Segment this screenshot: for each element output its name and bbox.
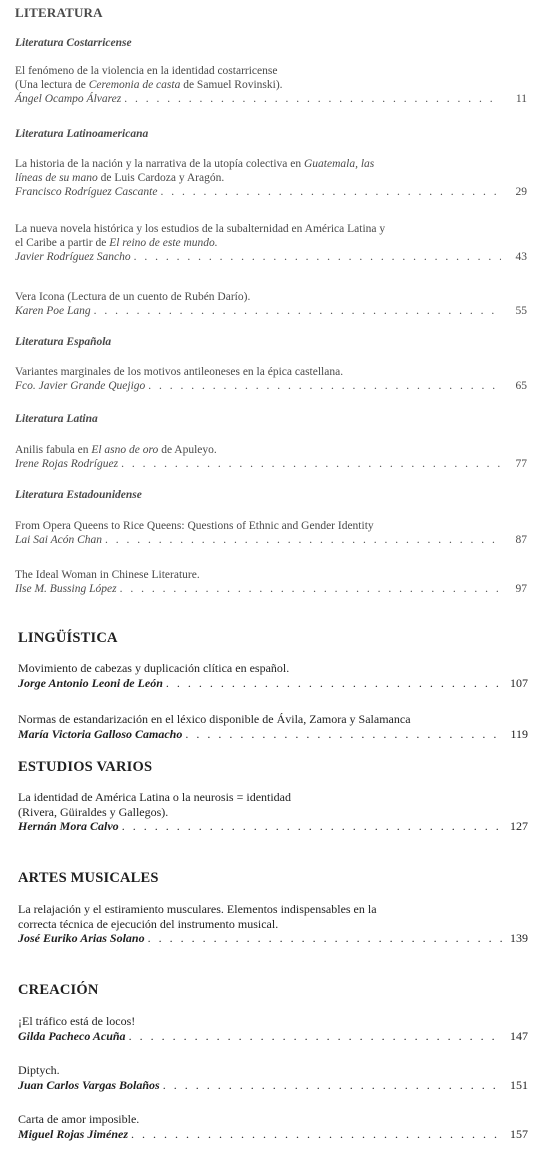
section-heading-artes-musicales: ARTES MUSICALES (18, 870, 159, 886)
entry-author: María Victoria Galloso Camacho (18, 726, 183, 741)
leader-dots (182, 727, 502, 742)
entry-title: (Una lectura de Ceremonia de casta de Samuel Rovinski). (15, 79, 283, 91)
leader-dots (160, 1078, 502, 1093)
entry-title: Normas de estandarización en el léxico disponible de Ávila, Zamora y Salamanca (18, 712, 411, 726)
page-number: 119 (510, 726, 528, 741)
entry-title: Diptych. (18, 1063, 60, 1077)
entry-author: Ilse M. Bussing López (15, 583, 117, 595)
toc-entry[interactable] (18, 712, 528, 741)
entry-title: From Opera Queens to Rice Queens: Questions of Ethnic and Gender Identity (15, 520, 374, 532)
entry-title: La nueva novela histórica y los estudios de la subalternidad en América Latina y (15, 223, 386, 235)
leader-dots (157, 185, 501, 199)
toc-entry[interactable] (15, 519, 527, 547)
entry-author: Ángel Ocampo Álvarez (15, 93, 122, 105)
leader-dots (126, 1029, 502, 1044)
entry-author: Gilda Pacheco Acuña (18, 1028, 126, 1043)
page-number: 97 (515, 583, 527, 595)
toc-entry[interactable] (15, 64, 527, 106)
entry-author: Fco. Javier Grande Quejigo (15, 380, 146, 392)
section-heading-literatura: LITERATURA (15, 5, 103, 20)
page-number: 43 (515, 251, 527, 263)
entry-author: Javier Rodríguez Sancho (15, 251, 131, 263)
toc-entry[interactable] (18, 1014, 528, 1043)
leader-dots (91, 304, 501, 318)
toc-entry[interactable] (15, 443, 527, 471)
section-heading-linguistica: LINGÜÍSTICA (18, 630, 118, 646)
page-number: 157 (510, 1126, 528, 1141)
subheading-literatura-costarricense: Literatura Costarricense (15, 37, 132, 49)
entry-title: La historia de la nación y la narrativa de la utopía colectiva en Guatemala, las (15, 158, 375, 170)
leader-dots (119, 819, 502, 834)
entry-title: Anilis fabula en El asno de oro de Apuleyo. (15, 444, 217, 456)
toc-entry[interactable] (15, 568, 527, 596)
toc-entry[interactable] (18, 1112, 528, 1141)
toc-entry[interactable] (18, 790, 528, 834)
entry-title: The Ideal Woman in Chinese Literature. (15, 569, 200, 581)
page-number: 87 (515, 534, 527, 546)
entry-title: El fenómeno de la violencia en la identidad costarricense (15, 65, 278, 77)
entry-author: Juan Carlos Vargas Bolaños (18, 1077, 160, 1092)
leader-dots (102, 533, 501, 547)
subheading-literatura-latina: Literatura Latina (15, 413, 98, 425)
entry-author: Irene Rojas Rodríguez (15, 458, 119, 470)
leader-dots (131, 250, 501, 264)
toc-entry[interactable] (15, 222, 527, 264)
toc-entry[interactable] (15, 157, 527, 199)
entry-title: La identidad de América Latina o la neurosis = identidad (18, 790, 292, 804)
entry-title: Variantes marginales de los motivos antileoneses en la épica castellana. (15, 366, 344, 378)
page-number: 151 (510, 1077, 528, 1092)
entry-author: Miguel Rojas Jiménez (18, 1126, 129, 1141)
entry-author: Jorge Antonio Leoni de León (18, 675, 163, 690)
entry-author: José Euriko Arias Solano (18, 931, 145, 945)
toc-entry[interactable] (18, 902, 528, 946)
leader-dots (118, 457, 501, 471)
entry-title: el Caribe a partir de El reino de este mundo. (15, 237, 218, 249)
toc-entry[interactable] (18, 1063, 528, 1092)
page-number: 127 (510, 819, 528, 833)
subheading-literatura-espanola: Literatura Española (15, 336, 112, 348)
entry-title: líneas de su mano de Luis Cardoza y Aragón. (15, 172, 225, 184)
entry-title: correcta técnica de ejecución del instrumento musical. (18, 916, 279, 931)
page-number: 77 (515, 458, 527, 470)
entry-title: Carta de amor imposible. (18, 1112, 140, 1126)
section-heading-creacion: CREACIÓN (18, 982, 99, 998)
subheading-literatura-estadounidense: Literatura Estadounidense (15, 489, 142, 501)
toc-entry[interactable] (15, 290, 527, 318)
entry-title: Vera Icona (Lectura de un cuento de Rubén Darío). (15, 291, 251, 303)
leader-dots (117, 582, 501, 596)
page-number: 65 (515, 380, 527, 392)
page-number: 147 (510, 1028, 528, 1043)
section-heading-estudios-varios: ESTUDIOS VARIOS (18, 759, 153, 775)
subheading-literatura-latinoamericana: Literatura Latinoamericana (15, 128, 149, 140)
page-number: 107 (510, 675, 528, 690)
entry-title: La relajación y el estiramiento musculares. Elementos indispensables en la (18, 902, 377, 916)
entry-title: Movimiento de cabezas y duplicación clítica en español. (18, 661, 290, 675)
entry-title: ¡El tráfico está de locos! (18, 1014, 136, 1028)
leader-dots (145, 931, 502, 946)
entry-author: Hernán Mora Calvo (18, 819, 119, 833)
entry-author: Lai Sai Acón Chan (15, 534, 103, 546)
leader-dots (121, 92, 501, 106)
entry-author: Francisco Rodríguez Cascante (15, 186, 158, 198)
leader-dots (163, 676, 502, 691)
page-number: 139 (510, 931, 528, 945)
page-number: 29 (515, 186, 527, 198)
entry-title: (Rivera, Güiraldes y Gallegos). (18, 804, 169, 819)
page-number: 55 (515, 305, 527, 317)
toc-entry[interactable] (18, 661, 528, 690)
leader-dots (128, 1127, 502, 1142)
leader-dots (145, 379, 501, 393)
page-number: 11 (515, 93, 527, 105)
entry-author: Karen Poe Lang (15, 305, 91, 317)
toc-entry[interactable] (15, 365, 527, 393)
